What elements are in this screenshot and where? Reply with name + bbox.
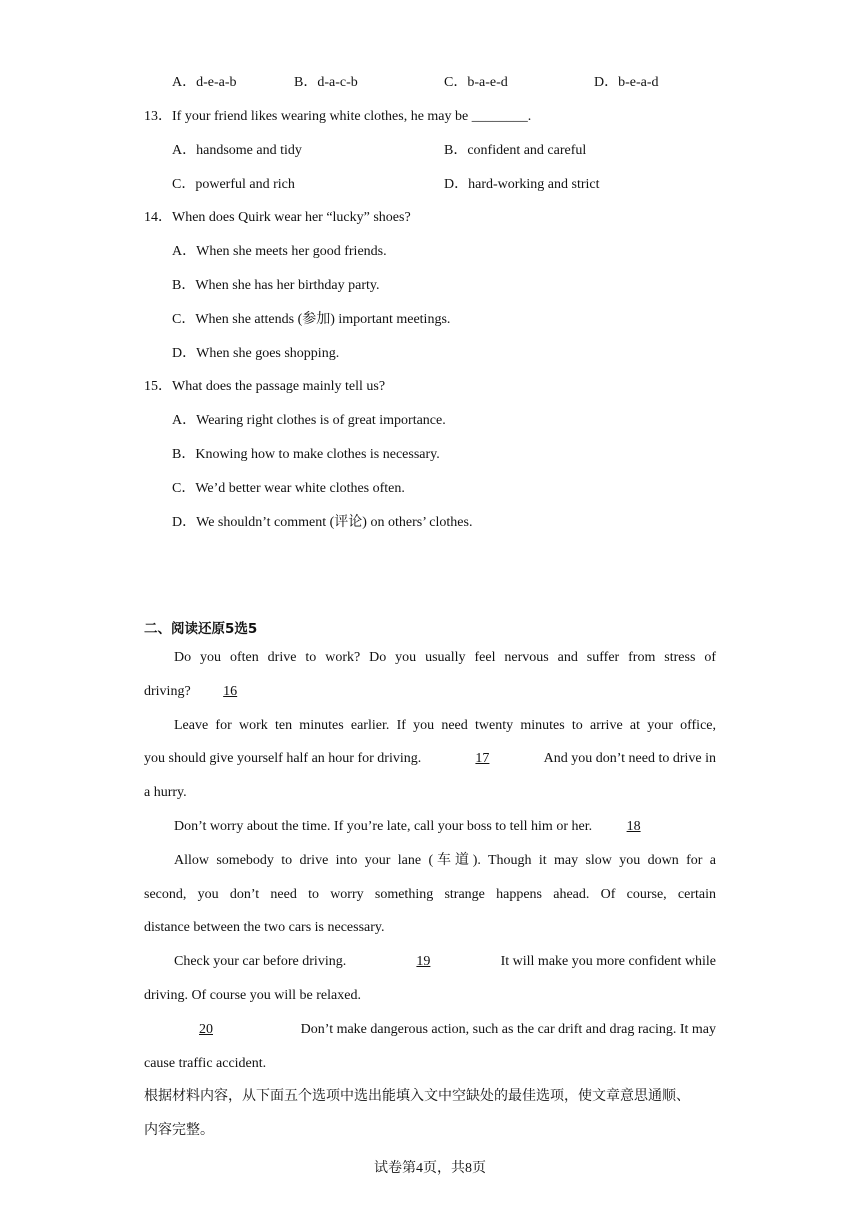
blank-20: 20 xyxy=(199,1022,213,1037)
passage-text: Check your car before driving. xyxy=(174,954,347,969)
passage-p4-line2: second, you don’t need to worry something strange happens ahead. Of course, certain xyxy=(144,887,716,902)
passage-p5-line1 xyxy=(174,953,716,971)
q12-option-b: B．d-a-c-b xyxy=(294,75,358,90)
passage-text: Don’t make dangerous action, such as the car drift and drag racing. It may xyxy=(300,1022,716,1037)
passage-p6-line1 xyxy=(174,1021,716,1039)
passage-p4-line3: distance between the two cars is necessary. xyxy=(144,920,385,935)
passage-p4-line1: Allow somebody to drive into your lane (车道). Though it may slow you down for a xyxy=(174,853,716,868)
passage-text: And you don’t need to drive in xyxy=(543,751,716,766)
q14-option-c: C．When she attends (参加) important meetings. xyxy=(172,312,451,327)
blank-19: 19 xyxy=(416,954,431,969)
q13-option-d: D．hard-working and strict xyxy=(444,177,600,192)
passage-p3 xyxy=(174,818,664,836)
passage-text: you should give yourself half an hour for driving. xyxy=(144,751,422,766)
section-heading: 二、阅读还原5选5 xyxy=(144,621,258,637)
q15-option-c: C．We’d better wear white clothes often. xyxy=(172,481,405,496)
passage-text: It will make you more confident while xyxy=(500,954,716,969)
q15-option-a: A．Wearing right clothes is of great importance. xyxy=(172,413,446,428)
q15-option-d: D．We shouldn’t comment (评论) on others’ clothes. xyxy=(172,515,473,530)
passage-text: driving? xyxy=(144,684,191,699)
q13-option-c: C．powerful and rich xyxy=(172,177,295,192)
q14-option-b: B．When she has her birthday party. xyxy=(172,278,380,293)
blank-17: 17 xyxy=(475,751,490,766)
passage-p2-line3: a hurry. xyxy=(144,785,187,800)
q14-stem: 14．When does Quirk wear her “lucky” shoes? xyxy=(144,210,411,225)
q12-option-c: C．b-a-e-d xyxy=(444,75,508,90)
q12-option-d: D．b-e-a-d xyxy=(594,75,659,90)
passage-p1-line2 xyxy=(144,683,260,701)
q14-option-d: D．When she goes shopping. xyxy=(172,346,340,361)
passage-p5-line2: driving. Of course you will be relaxed. xyxy=(144,988,361,1003)
passage-p2-line2 xyxy=(144,750,716,768)
passage-p2-line1: Leave for work ten minutes earlier. If you need twenty minutes to arrive at your office, xyxy=(174,718,716,733)
blank-18: 18 xyxy=(626,819,641,834)
passage-text: Don’t worry about the time. If you’re late, call your boss to tell him or her. xyxy=(174,819,593,834)
passage-p1-line1: Do you often drive to work? Do you usually feel nervous and suffer from stress of xyxy=(174,650,716,665)
q13-stem: 13．If your friend likes wearing white clothes, he may be ________. xyxy=(144,109,532,124)
q14-option-a: A．When she meets her good friends. xyxy=(172,244,387,259)
q12-option-a: A．d-e-a-b xyxy=(172,75,237,90)
q13-option-b: B．confident and careful xyxy=(444,143,587,158)
q13-option-a: A．handsome and tidy xyxy=(172,143,302,158)
instructions-line1: 根据材料内容，从下面五个选项中选出能填入文中空缺处的最佳选项，使文章意思通顺、 xyxy=(144,1089,690,1104)
instructions-line2: 内容完整。 xyxy=(144,1123,214,1138)
q15-option-b: B．Knowing how to make clothes is necessary. xyxy=(172,447,440,462)
passage-p6-line2: cause traffic accident. xyxy=(144,1056,267,1071)
page-footer: 试卷第4页，共8页 xyxy=(374,1161,486,1176)
blank-16: 16 xyxy=(223,684,238,699)
q15-stem: 15．What does the passage mainly tell us? xyxy=(144,379,386,394)
